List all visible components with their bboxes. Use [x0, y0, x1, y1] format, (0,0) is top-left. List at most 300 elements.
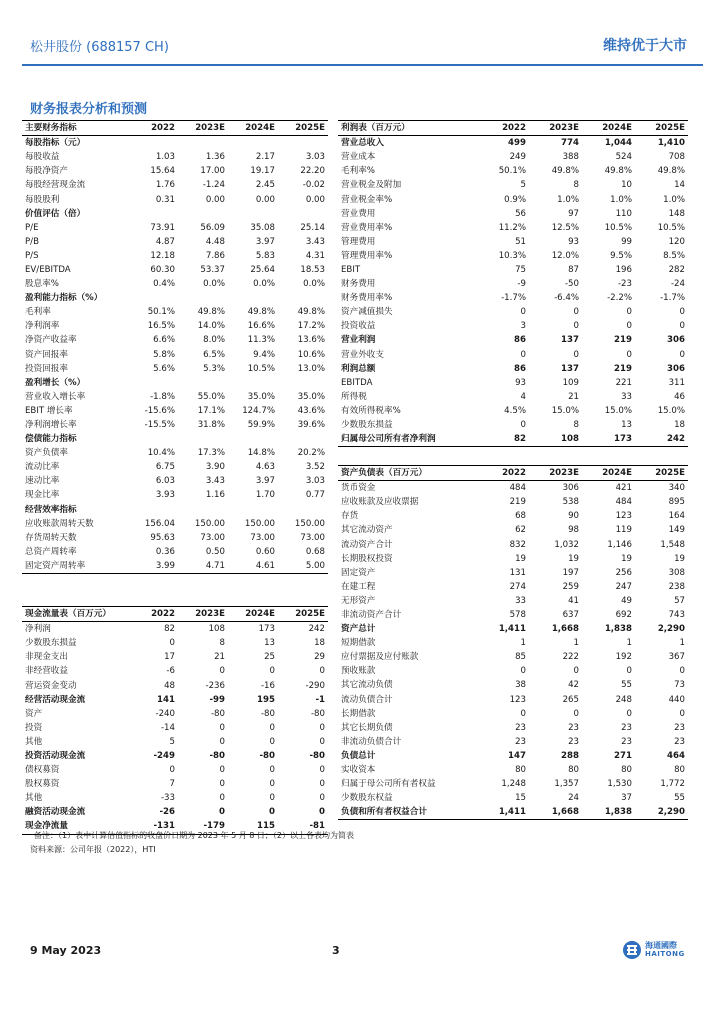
row-label: 固定资产 [341, 567, 376, 578]
cell-value: 0 [319, 765, 325, 776]
table-row [338, 333, 688, 347]
year-header: 2023E [178, 607, 228, 622]
table-row [338, 721, 688, 735]
table-row [338, 418, 688, 432]
row-label: 股权募资 [25, 779, 60, 790]
cell-value [228, 503, 278, 517]
table-row [22, 333, 328, 347]
cell-value: 0 [520, 420, 526, 431]
cell-value: 249 [509, 152, 526, 163]
table-row [338, 552, 688, 566]
row-label: 资产减值损失 [341, 307, 393, 318]
cell-value: 0 [679, 349, 685, 360]
cell-value: 5 [520, 180, 526, 191]
cell-value: 0.31 [155, 194, 175, 205]
cell-value: 110 [615, 208, 632, 219]
row-label: P/S [25, 250, 39, 261]
row-label: 存货周转天数 [25, 532, 77, 543]
cell-value: 14.8% [247, 448, 275, 459]
table-title: 利润表（百万元） [338, 121, 476, 136]
cell-value: 123 [509, 694, 526, 705]
cell-value: -80 [260, 708, 275, 719]
cell-value: 80 [568, 765, 579, 776]
table-row [338, 763, 688, 777]
table-row [22, 693, 328, 707]
cell-value: 8 [219, 638, 225, 649]
cell-value: 0 [573, 307, 579, 318]
cell-value: 0 [269, 807, 275, 818]
cell-value: 238 [668, 581, 685, 592]
cell-value: 0 [679, 307, 685, 318]
row-label: 现金比率 [25, 490, 60, 501]
cell-value: 219 [614, 335, 632, 346]
row-label: 流动负债合计 [341, 694, 393, 705]
cell-value: 3.52 [305, 462, 325, 473]
cell-value: -240 [155, 708, 175, 719]
table-row [22, 263, 328, 277]
row-label: 营运资金变动 [25, 680, 77, 691]
table-row [22, 319, 328, 333]
cell-value: 49.8% [247, 307, 275, 318]
table-header-row [22, 121, 328, 136]
cell-value: 49.8% [657, 166, 685, 177]
cell-value: -1.7% [660, 293, 685, 304]
cell-value: -290 [305, 680, 325, 691]
table-row [22, 432, 328, 446]
row-label: EBITDA [341, 377, 373, 388]
cell-value: 10.5% [247, 363, 275, 374]
cell-value: 242 [635, 432, 688, 447]
cell-value: 265 [562, 694, 579, 705]
table-row [338, 263, 688, 277]
table-header-row [22, 607, 328, 622]
cell-value: 150.00 [194, 518, 225, 529]
cell-value: 1,530 [607, 779, 632, 790]
cell-value: 3.43 [305, 236, 325, 247]
cell-value: 25 [264, 652, 275, 663]
cell-value: 1.36 [205, 152, 225, 163]
cell-value: 0.0% [303, 279, 325, 290]
cell-value: 5.8% [153, 349, 175, 360]
cell-value: 60.30 [150, 264, 175, 275]
cell-value: 10 [621, 180, 632, 191]
row-label: 盈利增长（%） [25, 377, 86, 388]
cell-value: 637 [562, 609, 579, 620]
cell-value: -9 [517, 279, 526, 290]
row-label: 在建工程 [341, 581, 376, 592]
cell-value: 39.6% [297, 420, 325, 431]
table-row [22, 805, 328, 819]
row-label: 营业税金及附加 [341, 180, 402, 191]
cell-value: 2,290 [657, 624, 685, 635]
table-row [22, 390, 328, 404]
cell-value: 197 [562, 567, 579, 578]
cell-value: 6.75 [155, 462, 175, 473]
cell-value: 0 [520, 666, 526, 677]
row-label: 其它流动负债 [341, 680, 393, 691]
cell-value: 23 [674, 736, 685, 747]
row-label: 长期股权投资 [341, 553, 393, 564]
cell-value: 1,668 [529, 805, 582, 820]
note-line: 备注：（1）表中计算估值指标的收盘价日期为 2023 年 5 月 8 日；（2）以上各表均为简表 [34, 831, 354, 840]
table-row [338, 735, 688, 749]
cell-value [278, 291, 328, 305]
table-row [338, 136, 688, 151]
cell-value: 73.91 [150, 222, 175, 233]
cell-value: 5.83 [255, 250, 275, 261]
logo-en-text: HAITONG [645, 950, 685, 958]
table-row [22, 721, 328, 735]
table-row [22, 517, 328, 531]
cell-value: 0 [573, 349, 579, 360]
cell-value: 5.00 [278, 559, 328, 574]
table-row [338, 305, 688, 319]
row-label: 营业利润 [341, 335, 376, 346]
cell-value: 340 [668, 483, 685, 494]
cell-value: 0 [626, 666, 632, 677]
cell-value: 0 [573, 666, 579, 677]
cell-value: -249 [153, 750, 175, 761]
cell-value: 137 [561, 363, 579, 374]
cell-value [128, 291, 178, 305]
table-row [338, 390, 688, 404]
cell-value: 93 [568, 236, 579, 247]
row-label: 财务费用率% [341, 293, 393, 304]
year-header: 2022 [128, 607, 178, 622]
cell-value: 274 [509, 581, 526, 592]
cell-value [178, 376, 228, 390]
year-header: 2025E [635, 466, 688, 481]
table-row [338, 192, 688, 206]
year-header: 2023E [529, 121, 582, 136]
cell-value: 259 [562, 581, 579, 592]
table-row [22, 650, 328, 664]
row-label: 负债总计 [341, 750, 376, 761]
cell-value: 62 [515, 525, 526, 536]
cell-value: 5.6% [153, 363, 175, 374]
row-label: 应收账款及应收票据 [341, 497, 419, 508]
cell-value: 11.3% [247, 335, 275, 346]
cell-value: 3.03 [305, 476, 325, 487]
cell-value: 0.4% [153, 279, 175, 290]
cell-value: 51 [515, 236, 526, 247]
cell-value: -1.8% [150, 391, 175, 402]
row-label: 短期借款 [341, 638, 376, 649]
row-label: 营业成本 [341, 152, 376, 163]
row-label: 流动资产合计 [341, 539, 393, 550]
cell-value: 1,548 [660, 539, 685, 550]
page-number: 3 [332, 944, 340, 957]
row-label: 价值评估（倍） [25, 208, 86, 219]
cell-value [178, 503, 228, 517]
cell-value: -15.6% [144, 405, 175, 416]
cell-value: 0 [319, 722, 325, 733]
cell-value: 20.2% [297, 448, 325, 459]
cell-value: 87 [568, 264, 579, 275]
row-label: 经营效率指标 [25, 504, 77, 515]
table-row [22, 446, 328, 460]
year-header: 2025E [278, 607, 328, 622]
row-label: 其它长期负债 [341, 722, 393, 733]
cell-value: 49.8% [551, 166, 579, 177]
cell-value: 499 [508, 138, 526, 149]
cell-value: 1.0% [663, 194, 685, 205]
table-row [338, 348, 688, 362]
row-label: 投资收益 [341, 321, 376, 332]
cell-value [278, 207, 328, 221]
row-label: 无形资产 [341, 595, 376, 606]
cell-value: 0.68 [305, 546, 325, 557]
cell-value: 221 [615, 377, 632, 388]
cell-value: -23 [617, 279, 632, 290]
table-row [338, 319, 688, 333]
cell-value [178, 207, 228, 221]
cell-value: 80 [621, 765, 632, 776]
cell-value: 219 [509, 497, 526, 508]
cell-value: 31.8% [197, 420, 225, 431]
cell-value: 23 [621, 736, 632, 747]
table-row [338, 805, 688, 820]
cell-value: 173 [582, 432, 635, 447]
cell-value: 1,044 [604, 138, 632, 149]
cell-value: 23 [674, 722, 685, 733]
cell-value: 18.53 [300, 264, 325, 275]
row-label: EBIT [341, 264, 361, 275]
cell-value: 256 [615, 567, 632, 578]
cell-value: 108 [208, 624, 225, 635]
row-label: 投资活动现金流 [25, 750, 86, 761]
table-row [338, 707, 688, 721]
cell-value: 124.7% [242, 405, 275, 416]
cell-value: 23 [621, 722, 632, 733]
cell-value: 538 [562, 497, 579, 508]
cell-value: 0 [269, 736, 275, 747]
cell-value: 0 [520, 708, 526, 719]
row-label: 净利润率 [25, 321, 60, 332]
table-row [22, 777, 328, 791]
cell-value: 306 [562, 483, 579, 494]
cell-value: 108 [529, 432, 582, 447]
cell-value: 0 [219, 807, 225, 818]
cell-value: 29 [314, 652, 325, 663]
cell-value: 242 [308, 624, 325, 635]
cell-value: 1,838 [604, 624, 632, 635]
cell-value: 98 [568, 525, 579, 536]
cell-value: 1,032 [554, 539, 579, 550]
cell-value: 3.03 [305, 152, 325, 163]
cell-value: 484 [509, 483, 526, 494]
cell-value: 6.6% [153, 335, 175, 346]
row-label: 净利润增长率 [25, 420, 77, 431]
cell-value: 43.6% [297, 405, 325, 416]
table-row [22, 305, 328, 319]
cell-value: 17.1% [197, 405, 225, 416]
cell-value: 1,410 [657, 138, 685, 149]
cell-value: 17.3% [197, 448, 225, 459]
table-row [338, 594, 688, 608]
cell-value: 1 [679, 638, 685, 649]
cell-value: 53.37 [200, 264, 225, 275]
cell-value: 73.00 [300, 532, 325, 543]
cell-value: 12.18 [150, 250, 175, 261]
cell-value: 33 [621, 391, 632, 402]
cell-value: 50.1% [498, 166, 526, 177]
cell-value: -80 [310, 708, 325, 719]
cell-value: 17.00 [200, 166, 225, 177]
table-row [338, 376, 688, 390]
table-row [22, 362, 328, 376]
cell-value: -80 [209, 750, 225, 761]
cell-value: 37 [621, 793, 632, 804]
cell-value: 150.00 [294, 518, 325, 529]
row-label: 资产总计 [341, 624, 376, 635]
table-row [22, 707, 328, 721]
cell-value: 49.8% [197, 307, 225, 318]
cell-value: 55 [674, 793, 685, 804]
cell-value: 19 [568, 553, 579, 564]
cell-value: 109 [562, 377, 579, 388]
cell-value: 440 [668, 694, 685, 705]
row-label: 营业费用 [341, 208, 376, 219]
row-label: 速动比率 [25, 476, 60, 487]
cell-value: 173 [258, 624, 275, 635]
table-row [338, 432, 688, 447]
cell-value: 15.0% [551, 405, 579, 416]
row-label: 营业总收入 [341, 138, 384, 149]
table-row [338, 608, 688, 622]
cell-value: 9.5% [610, 250, 632, 261]
cell-value: 1.03 [155, 152, 175, 163]
row-label: 流动比率 [25, 462, 60, 473]
table-row [338, 249, 688, 263]
table-row [22, 164, 328, 178]
row-label: 少数股东损益 [25, 638, 77, 649]
cell-value: 82 [164, 624, 175, 635]
table-row [22, 221, 328, 235]
table-row [338, 221, 688, 235]
cell-value: 1,411 [498, 624, 526, 635]
cell-value: 7.86 [205, 250, 225, 261]
row-label: 营业外收支 [341, 349, 384, 360]
cell-value: 0 [679, 666, 685, 677]
table-row [338, 509, 688, 523]
cell-value: 15.0% [604, 405, 632, 416]
cell-value: -50 [564, 279, 579, 290]
cell-value: -6 [166, 666, 175, 677]
cell-value: 17 [164, 652, 175, 663]
cell-value: 0 [219, 666, 225, 677]
year-header: 2022 [476, 121, 529, 136]
cell-value: 306 [667, 335, 685, 346]
haitong-logo-icon [622, 940, 642, 960]
cell-value: 0.0% [253, 279, 275, 290]
cell-value: -33 [160, 793, 175, 804]
cell-value: 12.0% [551, 250, 579, 261]
cell-value: 10.5% [657, 222, 685, 233]
cell-value: 8.5% [663, 250, 685, 261]
cell-value: 156.04 [144, 518, 175, 529]
table-title: 现金流量表（百万元） [22, 607, 128, 622]
cell-value: 16.5% [147, 321, 175, 332]
row-label: 非经营收益 [25, 666, 68, 677]
cell-value: 0.9% [504, 194, 526, 205]
table-row [22, 291, 328, 305]
cell-value: 524 [615, 152, 632, 163]
cell-value: 0 [520, 349, 526, 360]
cell-value: 1.76 [155, 180, 175, 191]
cell-value: 25.14 [300, 222, 325, 233]
cell-value: 35.08 [250, 222, 275, 233]
cell-value: -14 [160, 722, 175, 733]
row-label: 实收资本 [341, 765, 376, 776]
cell-value: 1,146 [607, 539, 632, 550]
cell-value: 4.61 [228, 559, 278, 574]
cell-value: 3.97 [255, 236, 275, 247]
table-row [22, 192, 328, 206]
cell-value: 82 [476, 432, 529, 447]
cell-value: 55 [621, 680, 632, 691]
cell-value: 86 [514, 335, 526, 346]
cell-value: 0 [626, 349, 632, 360]
year-header: 2025E [635, 121, 688, 136]
cell-value: 19 [621, 553, 632, 564]
rating-header: 维持优于大市 [603, 38, 687, 54]
cell-value: 832 [509, 539, 526, 550]
cell-value [178, 432, 228, 446]
cell-value: 15.0% [657, 405, 685, 416]
year-header: 2024E [228, 607, 278, 622]
cell-value: 73.00 [200, 532, 225, 543]
cell-value: 97 [568, 208, 579, 219]
cell-value: 150.00 [244, 518, 275, 529]
cell-value: 4.31 [305, 250, 325, 261]
row-label: 营业收入增长率 [25, 391, 86, 402]
cell-value: 23 [515, 736, 526, 747]
cell-value: 23 [568, 722, 579, 733]
cell-value: 0 [319, 666, 325, 677]
cell-value [128, 432, 178, 446]
cell-value: 49 [621, 595, 632, 606]
cell-value: 0.60 [255, 546, 275, 557]
cell-value: 0 [573, 321, 579, 332]
cell-value: 464 [667, 750, 685, 761]
cell-value: 15 [515, 793, 526, 804]
cell-value: 10.3% [498, 250, 526, 261]
row-label: 每股指标（元） [25, 138, 86, 149]
cell-value: -99 [209, 694, 225, 705]
row-label: 每股经营现金流 [25, 180, 86, 191]
table-row [22, 622, 328, 637]
row-label: 货币资金 [341, 483, 376, 494]
cell-value: 0 [520, 307, 526, 318]
cell-value: 0.36 [155, 546, 175, 557]
cell-value: 1,772 [660, 779, 685, 790]
cell-value: 288 [561, 750, 579, 761]
cell-value [278, 136, 328, 151]
table-row [338, 404, 688, 418]
cell-value: 0 [319, 736, 325, 747]
cell-value: 19 [674, 553, 685, 564]
cell-value: 222 [562, 652, 579, 663]
row-label: 股息率% [25, 279, 59, 290]
cell-value: 14.0% [197, 321, 225, 332]
balance-sheet-table [338, 465, 688, 820]
cell-value: 59.9% [247, 420, 275, 431]
row-label: 营业税金率% [341, 194, 393, 205]
table-title: 资产负债表（百万元） [338, 466, 476, 481]
cell-value: -81 [278, 819, 328, 834]
cell-value: 0 [679, 708, 685, 719]
